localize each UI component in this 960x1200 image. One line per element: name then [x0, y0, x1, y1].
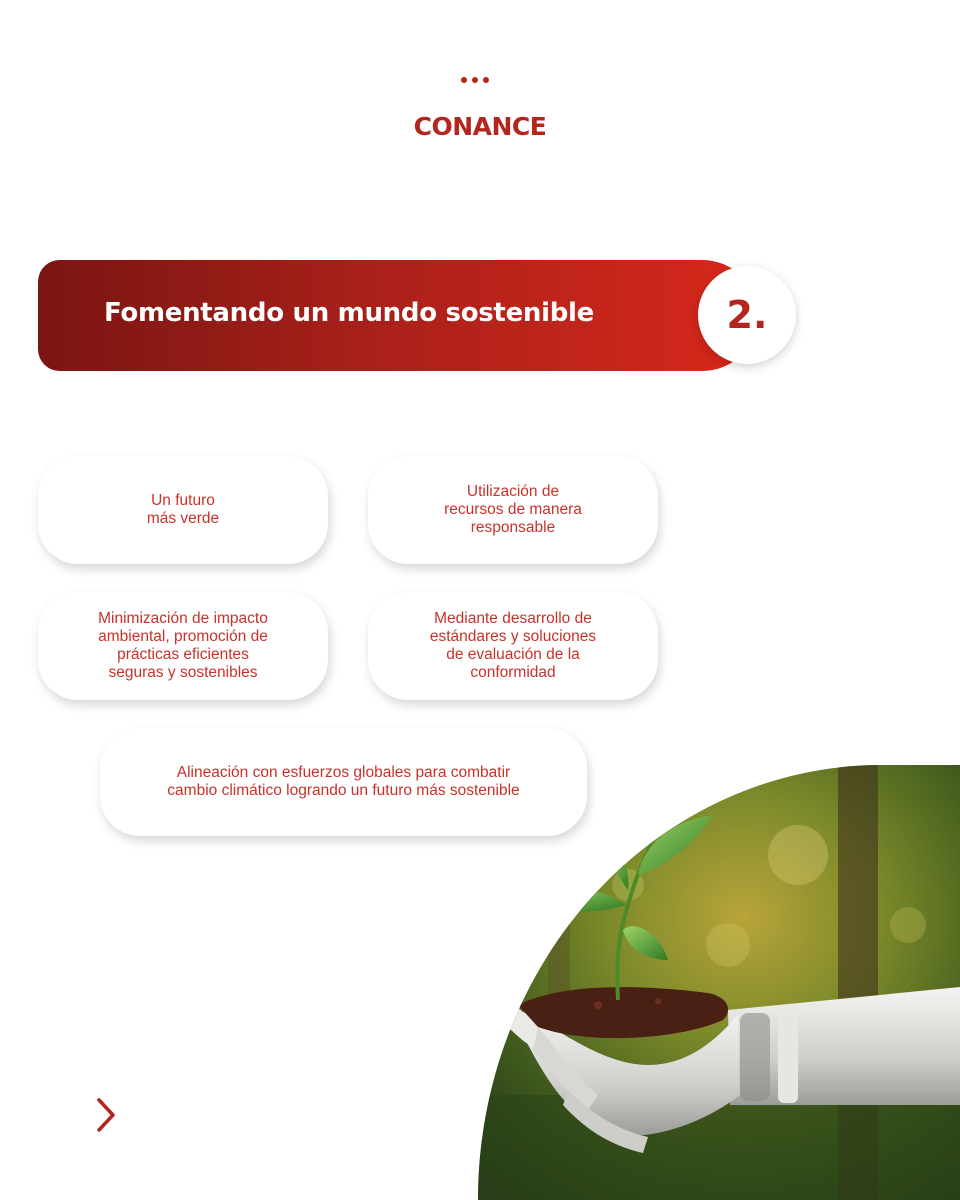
- feature-card-responsible-resources: [368, 456, 658, 564]
- chevron-right-icon[interactable]: [96, 1097, 118, 1133]
- card-text: Un futuro más verde: [146, 492, 220, 527]
- card-text: Minimización de impacto ambiental, promoción de prácticas eficientes seguras y sostenibles: [98, 610, 268, 681]
- card-text: Mediante desarrollo de estándares y soluciones de evaluación de la conformidad: [429, 610, 597, 681]
- more-dots-icon: [461, 77, 489, 83]
- feature-card-global-alignment: [100, 728, 587, 836]
- feature-card-impact-minimization: [38, 592, 328, 700]
- brand-logo-text: CONANCE: [413, 112, 547, 141]
- feature-card-standards-development: [368, 592, 658, 700]
- feature-card-greener-future: [38, 456, 328, 564]
- card-text: Utilización de recursos de manera responsable: [444, 483, 582, 536]
- section-title: Fomentando un mundo sostenible: [104, 298, 594, 328]
- card-text: Alineación con esfuerzos globales para combatir cambio climático logrando un futuro más sostenible: [167, 764, 520, 799]
- section-number-badge: 2.: [698, 266, 796, 364]
